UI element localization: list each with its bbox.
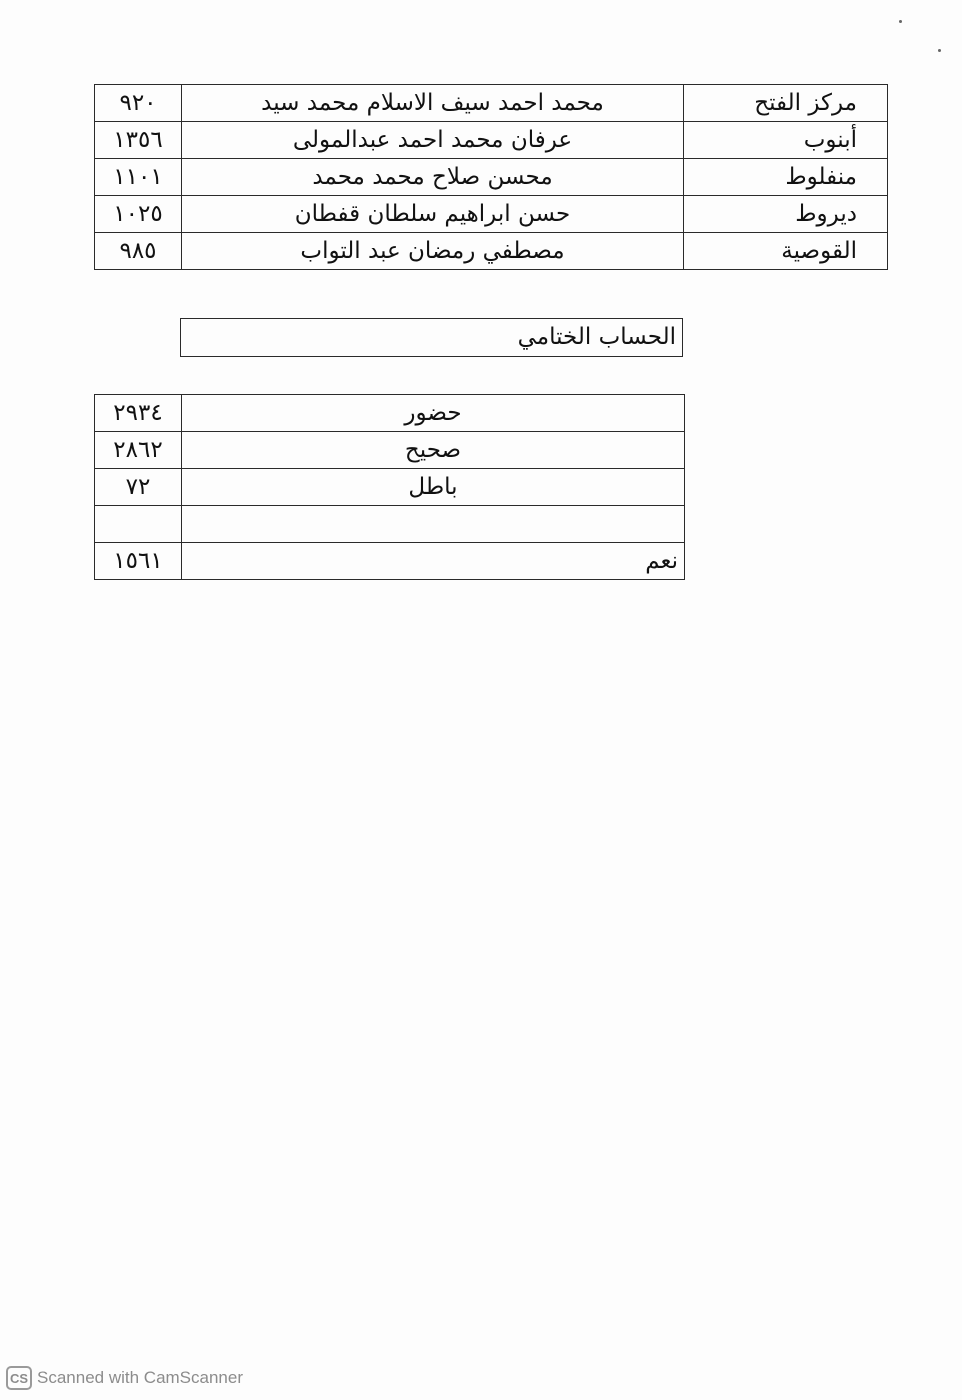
table-row bbox=[95, 506, 685, 543]
scan-speck bbox=[938, 49, 941, 52]
empty-cell bbox=[182, 506, 685, 543]
invalid-label: باطل bbox=[182, 469, 685, 506]
candidate-name: مصطفي رمضان عبد التواب bbox=[182, 233, 684, 270]
yes-label: نعم bbox=[182, 543, 685, 580]
totals-table bbox=[94, 394, 685, 580]
final-account-title: الحساب الختامي bbox=[180, 318, 683, 357]
table-row bbox=[95, 233, 888, 270]
votes-count: ١١٠١ bbox=[95, 159, 182, 196]
table-row bbox=[95, 159, 888, 196]
scanner-watermark bbox=[6, 1366, 243, 1390]
candidate-name: حسن ابراهيم سلطان قفطان bbox=[182, 196, 684, 233]
valid-value: ٢٨٦٢ bbox=[95, 432, 182, 469]
table-row bbox=[95, 122, 888, 159]
center-name: أبنوب bbox=[684, 122, 888, 159]
invalid-value: ٧٢ bbox=[95, 469, 182, 506]
scanner-text: Scanned with CamScanner bbox=[37, 1368, 244, 1387]
center-name: ديروط bbox=[684, 196, 888, 233]
table-row bbox=[95, 543, 685, 580]
votes-count: ٩٨٥ bbox=[95, 233, 182, 270]
attendance-value: ٢٩٣٤ bbox=[95, 395, 182, 432]
candidate-name: محسن صلاح محمد محمد bbox=[182, 159, 684, 196]
table-row bbox=[95, 196, 888, 233]
center-name: مركز الفتح bbox=[684, 85, 888, 122]
scan-speck bbox=[899, 20, 902, 23]
votes-count: ٩٢٠ bbox=[95, 85, 182, 122]
table-row bbox=[95, 432, 685, 469]
table-row bbox=[95, 85, 888, 122]
votes-count: ١٠٢٥ bbox=[95, 196, 182, 233]
candidate-name: عرفان محمد احمد عبدالمولى bbox=[182, 122, 684, 159]
valid-label: صحيح bbox=[182, 432, 685, 469]
center-name: القوصية bbox=[684, 233, 888, 270]
candidate-name: محمد احمد سيف الاسلام محمد سيد bbox=[182, 85, 684, 122]
empty-cell bbox=[95, 506, 182, 543]
table-row bbox=[95, 469, 685, 506]
table-row bbox=[95, 395, 685, 432]
votes-count: ١٣٥٦ bbox=[95, 122, 182, 159]
attendance-label: حضور bbox=[182, 395, 685, 432]
camscanner-logo-icon: CS bbox=[6, 1366, 32, 1390]
center-name: منفلوط bbox=[684, 159, 888, 196]
results-table bbox=[94, 84, 888, 270]
yes-value: ١٥٦١ bbox=[95, 543, 182, 580]
